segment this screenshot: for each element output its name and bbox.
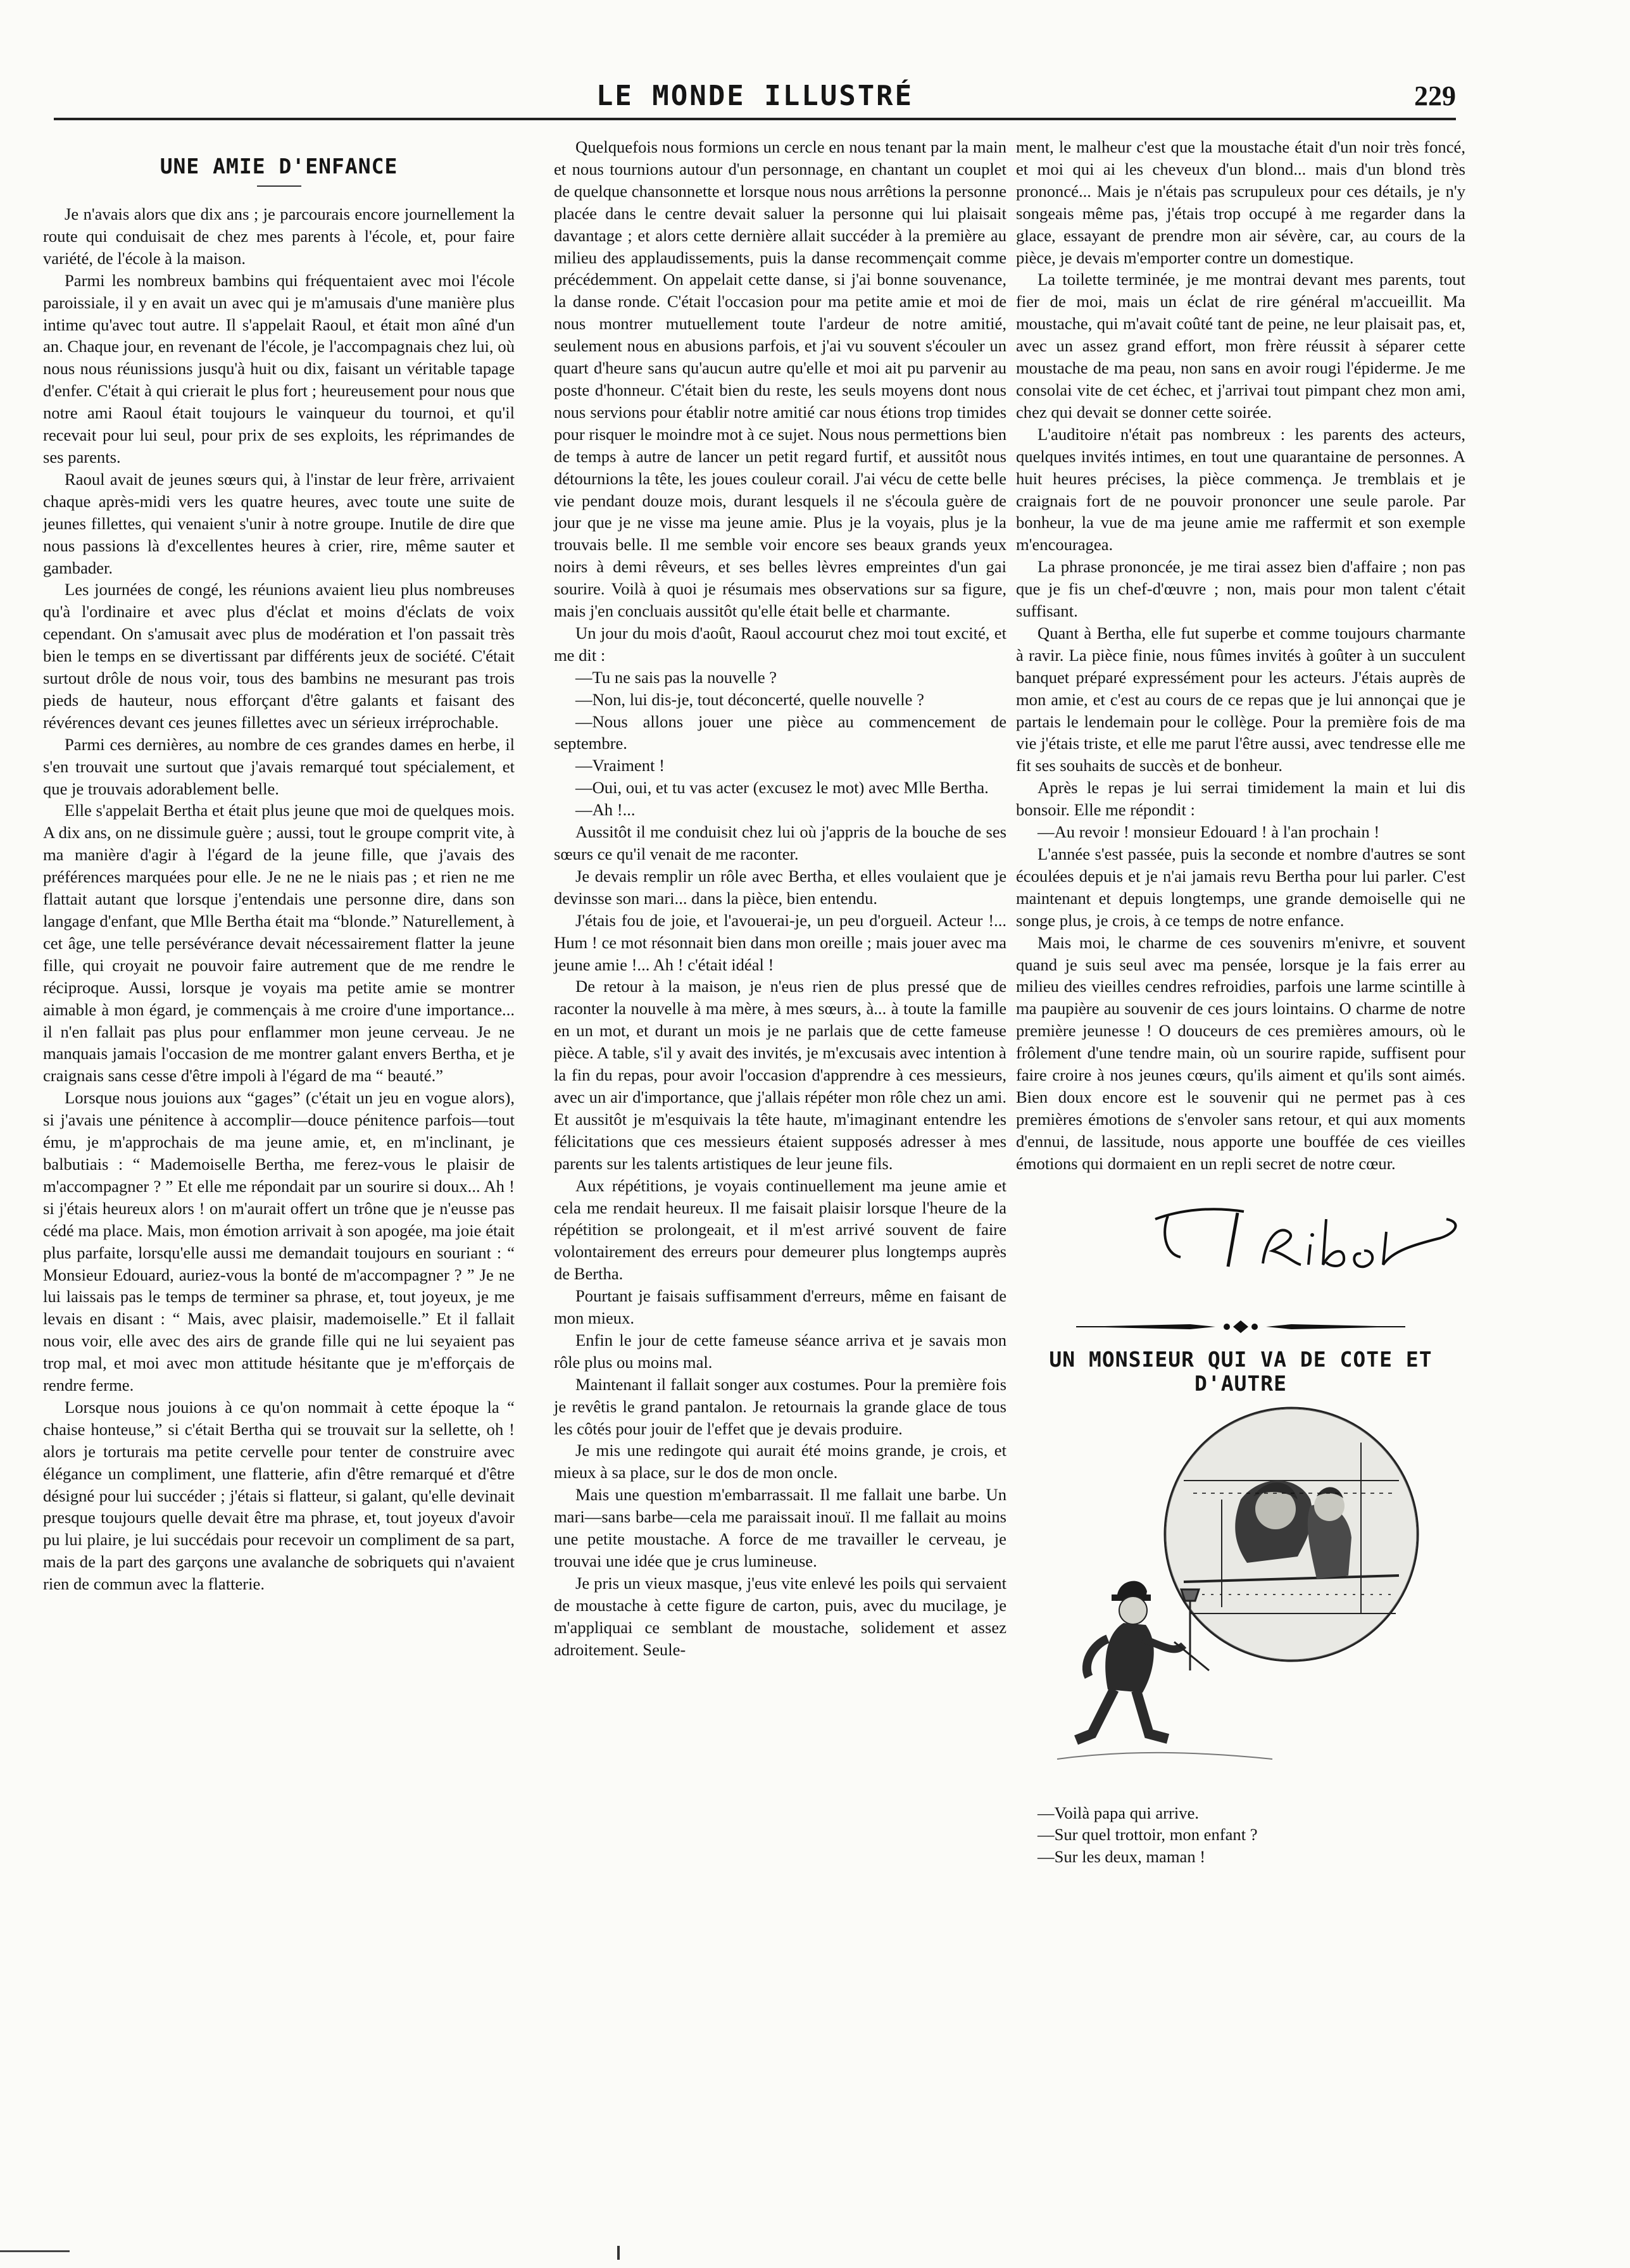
dialogue-line: —Au revoir ! monsieur Edouard ! à l'an prochain ! — [1038, 822, 1380, 842]
paragraph: Après le repas je lui serrai timidement la main et lui dis bonsoir. Elle me répondit : — [1016, 778, 1465, 820]
section-divider-ornament — [1063, 1317, 1418, 1336]
article-title-line: UN MONSIEUR QUI VA DE COTE ET — [1049, 1346, 1433, 1372]
edge-mark — [0, 2250, 70, 2252]
cartoon-illustration — [1032, 1405, 1450, 1797]
paragraph: Elle s'appelait Bertha et était plus jeune que moi de quelques mois. A dix ans, on ne dissimule guère ; aussi, tout le groupe comprit vite, à ma manière d'agir à l'égard de la jeune fille, que j'avais des préférences marquées pour elle. Je ne ne le niais pas ; et rien ne me flattait autant que lorsque j'entendais une personne dire, dans son langage d'enfant, que Mlle Bertha était ma “blonde.” Naturellement, à cet âge, une telle persévérance devait nécessairement flatter la jeune fille, qui croyait ne pouvoir faire autrement que de me rendre le réciproque. Aussi, lorsque je voyais ma petite amie se montrer aimable à mon égard, je commençais à me croire d'une importance... il n'en fallait pas plus pour enflammer mon jeune cerveau. Je ne manquais jamais l'occasion de me montrer galant envers Bertha, et je craignais sans cesse d'être impoli à l'égard de ma “ beauté.” — [43, 801, 515, 1086]
column-1 — [43, 136, 515, 1595]
dialogue-line: —Nous allons jouer une pièce au commencement de septembre. — [554, 711, 1006, 753]
paragraph: Enfin le jour de cette fameuse séance arriva et je savais mon rôle plus ou moins mal. — [554, 1330, 1006, 1372]
paragraph: Lorsque nous jouions à ce qu'on nommait à cette époque la “ chaise honteuse,” si c'était Bertha qui se trouvait sur la sellette, oh ! alors je torturais ma petite cervelle pour tenter de construire avec élégance un compliment, une flatterie, afin d'être remarqué et d'être désigné pour lui succéder ; j'étais si flatteur, si galant, qu'elle devinait presque toujours quelle devait être ma phrase, et, tout joyeux d'avoir pu lui plaire, je lui succédais pour recevoir un compliment de sa part, mais de la part des garçons une avalanche de sobriquets qui n'avaient rien de commun avec la flatterie. — [43, 1397, 515, 1594]
page-number: 229 — [1414, 80, 1456, 111]
paragraph: Maintenant il fallait songer aux costumes. Pour la première fois je revêtis le grand pantalon. Je retournais la grande glace de tous les côtés pour jouir de l'effet que je devais produire. — [554, 1374, 1006, 1438]
title-rule — [257, 185, 301, 187]
dialogue-line: —Vraiment ! — [575, 756, 665, 775]
paragraph: Je mis une redingote qui aurait été moins grande, je crois, et mieux à sa place, sur le dos de mon oncle. — [554, 1441, 1006, 1482]
paragraph: L'auditoire n'était pas nombreux : les parents des acteurs, quelques invités intimes, en tout une quarantaine de personnes. A huit heures précises, la pièce commença. Je tremblais et je craignais fort de ne pouvoir prononcer une seule parole. Par bonheur, la vue de ma jeune amie me raffermit et son exemple m'encouragea. — [1016, 424, 1465, 554]
paragraph: J'étais fou de joie, et l'avouerai-je, un peu d'orgueil. Acteur !... Hum ! ce mot résonnait bien dans mon oreille ; mais jouer avec ma jeune amie !... Ah ! c'était idéal ! — [554, 910, 1006, 974]
print-mark — [617, 2246, 620, 2260]
paragraph: Pourtant je faisais suffisamment d'erreurs, même en faisant de mon mieux. — [554, 1286, 1006, 1328]
author-signature — [1143, 1194, 1472, 1289]
dialogue-line: —Tu ne sais pas la nouvelle ? — [575, 667, 777, 687]
paragraph: Je devais remplir un rôle avec Bertha, et elles voulaient que je devinsse son mari... dans la pièce, bien entendu. — [554, 866, 1006, 908]
paragraph: Un jour du mois d'août, Raoul accourut chez moi tout excité, et me dit : — [554, 623, 1006, 665]
paragraph: La phrase prononcée, je me tirai assez bien d'affaire ; non pas que je fis un chef-d'œuvre ; non, mais pour mon talent c'était suffisant. — [1016, 557, 1465, 621]
column-2 — [554, 136, 1006, 1661]
caption-line: —Sur quel trottoir, mon enfant ? — [1038, 1825, 1258, 1845]
paragraph: Mais une question m'embarrassait. Il me fallait une barbe. Un mari—sans barbe—cela me paraissait inouï. Il me fallait au moins une petite moustache. A force de me travailler le cerveau, je trouvai une idée que je crus lumineuse. — [554, 1485, 1006, 1570]
article-title — [1016, 1348, 1465, 1396]
illustration-caption — [1016, 1802, 1465, 1869]
paragraph: Lorsque nous jouions aux “gages” (c'était un jeu en vogue alors), si j'avais une pénitence à accomplir—douce pénitence parfois—tout ému, je m'approchais de ma jeune amie, et, en m'inclinant, je balbutiais : “ Mademoiselle Bertha, me ferez-vous le plaisir de m'accompagner ? ” Et elle me répondait par un sourire si doux... Ah ! si j'étais heureux alors ! on m'aurait offert un trône que je n'eusse pas cédé ma place. Mais, mon émotion arrivait à son apogée, ma joie était plus parfaite, lorsqu'elle aussi me demandait toujours en souriant : “ Monsieur Edouard, auriez-vous la bonté de m'accompagner ? ” Je ne lui laissais pas le temps de terminer sa phrase, et, tout joyeux, je me levais en disant : “ Mais, avec plaisir, mademoiselle.” Et il fallait nous voir, elle avec des airs de grande fille qui ne lui seyaient pas trop mal, et moi avec mon attitude hésitante que je m'efforçais de rendre ferme. — [43, 1088, 515, 1395]
dialogue-line: —Non, lui dis-je, tout déconcerté, quelle nouvelle ? — [575, 689, 924, 709]
paragraph: Quant à Bertha, elle fut superbe et comme toujours charmante à ravir. La pièce finie, nous fûmes invités à goûter à un succulent banquet préparé expressément pour les acteurs. J'étais auprès de mon amie, et c'est au cours de ce repas que je lui annonçai que je partais le lendemain pour le collège. Pour la première fois de ma vie j'étais triste, et elle me parut l'être aussi, avec tendresse elle me fit ses souhaits de succès et de bonheur. — [1016, 623, 1465, 775]
paragraph: Aussitôt il me conduisit chez lui où j'appris de la bouche de ses sœurs ce qu'il venait de me raconter. — [554, 822, 1006, 863]
dialogue-line: —Oui, oui, et tu vas acter (excusez le mot) avec Mlle Bertha. — [575, 778, 989, 798]
paragraph: Parmi ces dernières, au nombre de ces grandes dames en herbe, il s'en trouvait une surtout que j'avais remarqué tout spécialement, et que je trouvais adorablement belle. — [43, 734, 515, 798]
dialogue-line: —Ah !... — [575, 800, 636, 820]
masthead — [54, 80, 1456, 120]
paragraph: Parmi les nombreux bambins qui fréquentaient avec moi l'école paroissiale, il y en avait un avec qui je m'amusais d'une manière plus intime qu'avec tout autre. Il s'appelait Raoul, et était mon aîné d'un an. Chaque jour, en revenant de l'école, je l'accompagnais chez lui, où nous nous réunissions jusqu'à huit ou dix, faisant un véritable tapage d'enfer. C'était à qui crierait le plus fort ; heureusement pour nous que notre ami Raoul était toujours le vainqueur du tournoi, et qu'il recevait pour lui seul, pour prix de ses exploits, les réprimandes de ses parents. — [43, 270, 515, 467]
paragraph: La toilette terminée, je me montrai devant mes parents, tout fier de moi, mais un éclat de rire général m'accueillit. Ma moustache, qui m'avait coûté tant de peine, ne leur plaisait pas, et, avec un assez grand effort, mon frère réussit à séparer cette moustache de ma peau, non sans en avoir rougi l'épiderme. Je me consolai vite de cet échec, et j'arrivai tout pimpant chez mon ami, chez qui devait se donner cette soirée. — [1016, 270, 1465, 422]
article-title-line: D'AUTRE — [1194, 1370, 1288, 1396]
paragraph: De retour à la maison, je n'eus rien de plus pressé que de raconter la nouvelle à ma mère, à mes sœurs, à... à toute la famille en un mot, et durant un mois je ne parlais que de cette fameuse pièce. A table, s'il y avait des invités, je m'excusais avec intention à la fin du repas, pour avoir l'occasion d'apprendre à ces messieurs, avec un air d'importance, que j'allais répéter mon rôle chez un ami. Et aussitôt je m'esquivais la tête haute, m'imaginant entendre les félicitations que ces messieurs étaient supposés adresser à mes parents sur les talents artistiques de leur jeune fils. — [554, 977, 1006, 1173]
article-title: UNE AMIE D'ENFANCE — [160, 154, 398, 179]
column-3 — [1016, 136, 1465, 1868]
paragraph: Quelquefois nous formions un cercle en nous tenant par la main et nous tournions autour d'un personnage, en chantant un couplet de quelque chansonnette et lorsque nous nous arrêtions la personne placée dans le centre devait saluer la personne qui lui plaisait davantage ; et alors cette dernière allait succéder à la première au milieu des applaudissements, puis la danse recommençait comme précédemment. On appelait cette danse, si j'ai bonne souvenance, la danse ronde. C'était l'occasion pour ma petite amie et moi de nous montrer mutuellement toute l'ardeur de notre amitié, seulement nous en abusions parfois, et j'ai vu souvent s'écouler un quart d'heure sans qu'aucun autre qu'elle et moi ait pu parvenir au poste d'honneur. C'était bien du reste, les seuls moyens dont nous nous servions pour établir notre amitié car nous étions trop timides pour risquer le moindre mot à ce sujet. Nous nous permettions bien de temps à autre de lancer un petit regard furtif, et aussitôt nous détournions la tête, les joues couleur corail. J'ai vécu de cette belle vie pendant douze mois, durant lesquels il ne s'écoula guère de jour que je ne visse ma jeune amie. Plus je la voyais, plus je la trouvais belle. Il me semble voir encore ses beaux grands yeux noirs à demi rêveurs, et ses belles lèvres empreintes d'un gai sourire. Voilà à quoi je résumais mes observations sur sa figure, mais j'en concluais aussitôt qu'elle était belle et charmante. — [554, 137, 1006, 621]
paragraph: Aux répétitions, je voyais continuellement ma jeune amie et cela me rendait heureux. Il me faisait plaisir lorsque l'heure de la répétition se prolongeait, et il m'est arrivé souvent de faire volontairement des erreurs pour demeurer plus longtemps auprès de Bertha. — [554, 1175, 1006, 1284]
caption-line: —Voilà papa qui arrive. — [1038, 1803, 1200, 1822]
paragraph: Raoul avait de jeunes sœurs qui, à l'instar de leur frère, arrivaient chaque après-midi vers les quatre heures, avec toute une suite de jeunes fillettes, qui venaient s'unir à notre groupe. Inutile de dire que nous passions là d'excellentes heures à crier, rire, même sauter et gambader. — [43, 469, 515, 577]
paragraph: ment, le malheur c'est que la moustache était d'un noir très foncé, et moi qui ai les cheveux d'un blond... mais d'un blond très prononcé... Mais je n'étais pas scrupuleux pour ces détails, je n'y songeais même pas, j'étais trop occupé à me regarder dans la glace, essayant de prendre mon air sévère, car, au cours de la pièce, je devais m'emporter contre un domestique. — [1016, 137, 1465, 267]
paragraph: Mais moi, le charme de ces souvenirs m'enivre, et souvent quand je suis seul avec ma pensée, lorsque je la fais errer au milieu des vieilles cendres refroidies, parfois une larme scintille à ma paupière au souvenir de ces jours lointains. O charme de notre première jeunesse ! O douceurs de ces premières amours, où le frôlement d'une tendre main, où un sourire rapide, suffisent pour faire croire à nos jeunes cœurs, qu'ils aiment et qu'ils sont aimés. Bien doux encore est le souvenir qui ne permet pas à ces premières émotions de s'envoler sans retour, et qui aux moments d'ennui, de lassitude, nous apporte une bouffée de ces vieilles émotions qui dormaient en un repli secret de notre cœur. — [1016, 932, 1465, 1173]
publication-title: LE MONDE ILLUSTRÉ — [596, 80, 914, 112]
paragraph: L'année s'est passée, puis la seconde et nombre d'autres se sont écoulées depuis et je n'ai jamais revu Bertha pour lui parler. C'est maintenant et depuis longtemps, une grande demoiselle qui ne songe plus, je crois, à ce temps de notre enfance. — [1016, 844, 1465, 930]
paragraph: Je pris un vieux masque, j'eus vite enlevé les poils qui servaient de moustache à cette figure de carton, puis, avec du mucilage, je m'appliquai ce semblant de moustache, solidement et assez adroitement. Seule- — [554, 1573, 1006, 1659]
caption-line: —Sur les deux, maman ! — [1038, 1847, 1206, 1867]
paragraph: Les journées de congé, les réunions avaient lieu plus nombreuses qu'à l'ordinaire et avec plus d'éclat et moins d'éclats de voix cependant. On s'amusait avec plus de modération et l'on passait très bien le temps en se divertissant par différents jeux de société. C'était surtout drôle de nous voir, tous des bambins ne mesurant pas trois pieds de hauteur, nous efforçant d'être galants et faisant des révérences devant ces jeunes fillettes avec un sérieux irréprochable. — [43, 580, 515, 732]
paragraph: Je n'avais alors que dix ans ; je parcourais encore journellement la route qui conduisait de chez mes parents à l'école, et, pour faire variété, de l'école à la maison. — [43, 204, 515, 268]
